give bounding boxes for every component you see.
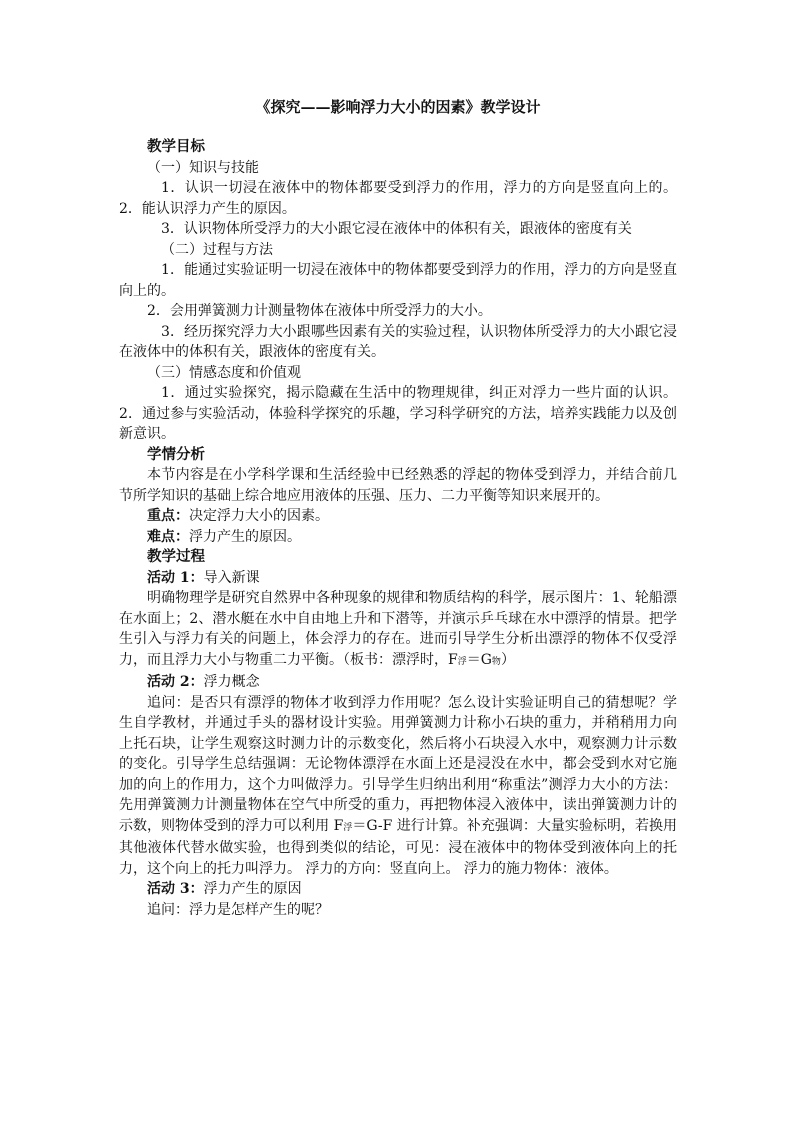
goal3-header: （三）情感态度和价值观 [147, 364, 301, 381]
activity1-heading [119, 568, 677, 589]
activity2-text-a: 追问：是否只有漂浮的物体才收到浮力作用呢？怎么设计实验证明自己的猜想呢？学生自学教材，并通过手头的器材设计实验。用弹簧测力计称小石块的重力，并稍稍用力向上托石块，让学生观察这时测力计的示数变化，然后将小石块浸入水中，观察测力计示数的变化。引导学生总结强调：无论物体漂浮在水面上还是浸没在水中，都会受到水对它施加的向上的作用力，这个力叫做浮力。引导学生归纳出利用“称重法”测浮力大小的方法：先用弹簧测力计测量物体在空气中所受的重力，再把物体浸入液体中，读出弹簧测力计的示数，则物体受到的浮力可以利用 F [119, 694, 677, 834]
activity3-paragraph: 追问：浮力是怎样产生的呢？ [147, 901, 329, 918]
activity1-paragraph [119, 588, 677, 672]
difficulty-point [119, 527, 677, 548]
activity1-text: 明确物理学是研究自然界中各种现象的规律和物质结构的科学，展示图片：1、轮船漂在水面上；2、潜水艇在水中自由地上升和下潜等，并演示乒乓球在水中漂浮的情景。把学生引入与浮力有关的问题上，体会浮力的存在。进而引导学生分析出漂浮的物体不仅受浮力，而且浮力大小与物重二力平衡。（板书：漂浮时，F [119, 590, 677, 668]
activity2-text-b: ＝G-F 进行计算。补充强调：大量实验标明，若换用其他液体代替水做实验，也得到类似的结论，可见：浸在液体中的物体受到液体向上的托力，这个向上的托力叫浮力。 浮力的方向：竖直向上。 浮力的施力物体：液体。 [119, 817, 677, 877]
activity1-end: ） [500, 651, 515, 668]
activity3-label: 活动 3： [147, 881, 204, 897]
activity1-equation: ＝G [466, 651, 492, 668]
activity1-title: 导入新课 [203, 569, 260, 586]
goal3-paragraph-1: 1．通过实验探究，揭示隐藏在生活中的物理规律，纠正对浮力一些片面的认识。 2．通过参与实验活动，体验科学探究的乐趣，学习科学研究的方法，培养实践能力以及创新意识。 [119, 385, 677, 442]
activity2-paragraph [119, 693, 677, 880]
activity3-heading [119, 879, 677, 900]
goal1-paragraph-1: 1．认识一切浸在液体中的物体都要受到浮力的作用，浮力的方向是竖直向上的。 2．能认识浮力产生的原因。 [119, 180, 677, 217]
goal2-paragraph-3: 3．经历探究浮力大小跟哪些因素有关的实验过程，认识物体所受浮力的大小跟它浸在液体中的体积有关，跟液体的密度有关。 [119, 323, 677, 360]
goal2-paragraph-2: 2．会用弹簧测力计测量物体在液体中所受浮力的大小。 [147, 303, 492, 319]
analysis-paragraph: 本节内容是在小学科学课和生活经验中已经熟悉的浮起的物体受到浮力，并结合前几节所学知识的基础上综合地应用液体的压强、压力、二力平衡等知识来展开的。 [119, 467, 677, 504]
key-point [119, 506, 677, 527]
section-heading-analysis: 学情分析 [147, 445, 205, 463]
section-heading-process: 教学过程 [147, 548, 205, 565]
activity2-heading [119, 672, 677, 693]
key-point-label: 重点： [147, 508, 189, 524]
activity2-title: 浮力概念 [203, 674, 260, 690]
activity1-subscript-1: 浮 [457, 656, 467, 667]
section-heading-goals: 教学目标 [147, 138, 205, 155]
goal1-paragraph-2: 3．认识物体所受浮力的大小跟它浸在液体中的体积有关，跟液体的密度有关 [161, 221, 632, 237]
activity3-title: 浮力产生的原因 [203, 881, 302, 897]
activity2-subscript: 浮 [343, 822, 353, 833]
document-title: 《探究——影响浮力大小的因素》教学设计 [255, 98, 541, 116]
document-page [119, 96, 677, 920]
goal2-header: （二）过程与方法 [161, 241, 273, 258]
goal1-header: （一）知识与技能 [147, 159, 259, 176]
activity1-label: 活动 1： [147, 569, 204, 586]
goal2-paragraph-1: 1．能通过实验证明一切浸在液体中的物体都要受到浮力的作用，浮力的方向是竖直向上的。 [119, 262, 677, 299]
difficulty-label: 难点： [147, 528, 189, 545]
activity1-subscript-2: 物 [491, 656, 501, 667]
activity2-label: 活动 2： [147, 674, 204, 690]
difficulty-text: 浮力产生的原因。 [189, 528, 301, 545]
key-point-text: 决定浮力大小的因素。 [189, 508, 329, 524]
